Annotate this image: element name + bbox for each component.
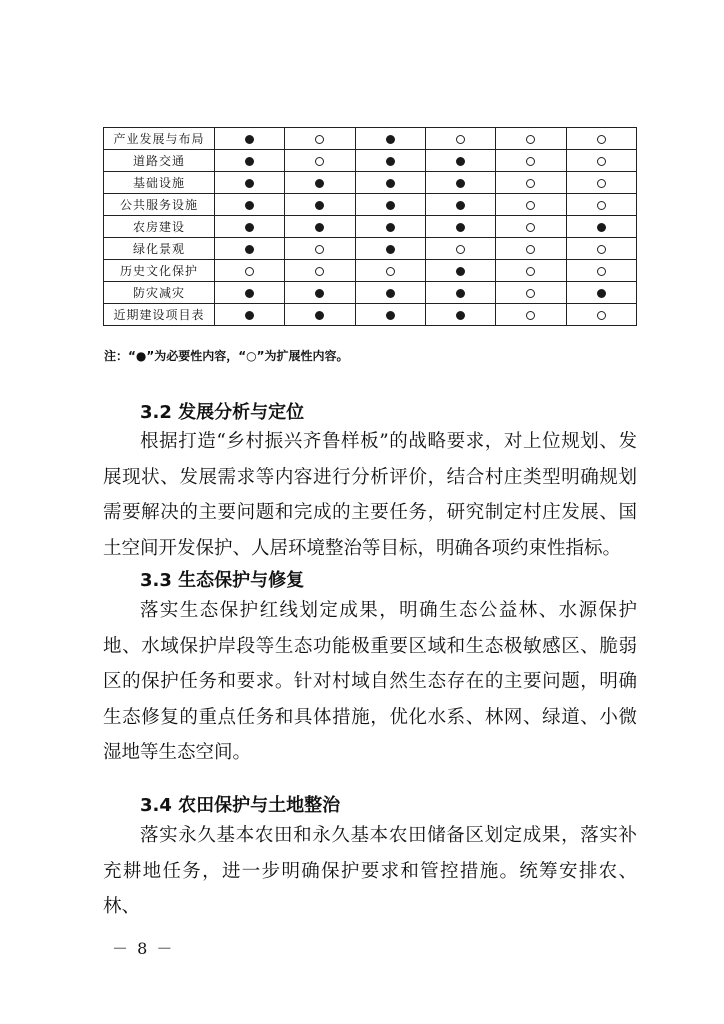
matrix-cell <box>566 172 636 194</box>
matrix-cell <box>355 150 425 172</box>
matrix-cell <box>285 150 355 172</box>
filled-circle-icon <box>386 201 395 210</box>
section-heading-3-4: 3.4 农田保护与土地整治 <box>140 795 341 816</box>
open-circle-icon <box>526 289 535 298</box>
matrix-cell <box>215 194 285 216</box>
table-row <box>104 172 637 194</box>
matrix-cell <box>425 260 495 282</box>
filled-circle-icon <box>386 289 395 298</box>
section-heading-3-3: 3.3 生态保护与修复 <box>140 570 305 591</box>
matrix-cell <box>496 260 566 282</box>
filled-circle-icon <box>245 245 254 254</box>
matrix-cell <box>215 216 285 238</box>
section-body-3-4: 落实永久基本农田和永久基本农田储备区划定成果，落实补充耕地任务，进一步明确保护要求和管控措施。统筹安排农、林、 <box>103 825 637 917</box>
matrix-cell <box>285 304 355 326</box>
matrix-cell <box>496 304 566 326</box>
filled-circle-icon <box>386 157 395 166</box>
open-circle-icon <box>526 223 535 232</box>
open-circle-icon <box>315 135 324 144</box>
matrix-cell <box>285 194 355 216</box>
filled-circle-icon <box>456 201 465 210</box>
open-circle-icon <box>315 267 324 276</box>
matrix-cell <box>355 216 425 238</box>
filled-circle-icon <box>456 157 465 166</box>
filled-circle-icon <box>315 289 324 298</box>
matrix-cell <box>496 216 566 238</box>
table-row <box>104 304 637 326</box>
matrix-cell <box>285 128 355 150</box>
matrix-cell <box>496 150 566 172</box>
matrix-cell <box>425 216 495 238</box>
matrix-cell <box>355 194 425 216</box>
filled-circle-icon <box>386 223 395 232</box>
open-circle-icon <box>526 201 535 210</box>
matrix-cell <box>425 128 495 150</box>
filled-circle-icon <box>456 179 465 188</box>
matrix-cell <box>425 282 495 304</box>
matrix-cell <box>285 216 355 238</box>
matrix-cell <box>215 238 285 260</box>
filled-circle-icon <box>245 157 254 166</box>
open-circle-icon <box>245 267 254 276</box>
filled-circle-icon <box>456 289 465 298</box>
matrix-cell <box>496 282 566 304</box>
filled-circle-icon <box>386 245 395 254</box>
matrix-cell <box>496 238 566 260</box>
row-label: 基础设施 <box>104 172 215 194</box>
filled-circle-icon <box>386 179 395 188</box>
matrix-cell <box>285 172 355 194</box>
section-heading-3-2: 3.2 发展分析与定位 <box>140 402 305 423</box>
content-matrix-table <box>103 127 637 326</box>
open-circle-icon <box>597 201 606 210</box>
matrix-cell <box>425 238 495 260</box>
open-circle-icon <box>597 135 606 144</box>
open-circle-icon <box>456 245 465 254</box>
matrix-cell <box>215 260 285 282</box>
filled-circle-icon <box>315 311 324 320</box>
matrix-cell <box>425 150 495 172</box>
matrix-cell <box>496 128 566 150</box>
section-body-3-2: 根据打造“乡村振兴齐鲁样板”的战略要求，对上位规划、发展现状、发展需求等内容进行分析评价，结合村庄类型明确规划需要解决的主要问题和完成的主要任务，研究制定村庄发展、国土空间开发保护、人居环境整治等目标，明确各项约束性指标。 <box>103 431 637 559</box>
filled-circle-icon <box>456 311 465 320</box>
filled-circle-icon <box>456 223 465 232</box>
open-circle-icon <box>315 157 324 166</box>
matrix-cell <box>566 260 636 282</box>
open-circle-icon <box>526 135 535 144</box>
open-circle-icon <box>597 267 606 276</box>
filled-circle-icon <box>245 289 254 298</box>
filled-circle-icon <box>386 135 395 144</box>
filled-circle-icon <box>597 223 606 232</box>
page-number: － 8 － <box>112 939 175 958</box>
matrix-cell <box>215 128 285 150</box>
matrix-cell <box>566 128 636 150</box>
table-row <box>104 128 637 150</box>
table-row <box>104 238 637 260</box>
filled-circle-icon <box>245 135 254 144</box>
open-circle-icon <box>526 179 535 188</box>
matrix-cell <box>355 172 425 194</box>
open-circle-icon <box>386 267 395 276</box>
matrix-cell <box>496 194 566 216</box>
table-row <box>104 260 637 282</box>
row-label: 绿化景观 <box>104 238 215 260</box>
matrix-cell <box>425 194 495 216</box>
open-circle-icon <box>526 311 535 320</box>
matrix-cell <box>285 260 355 282</box>
matrix-cell <box>425 304 495 326</box>
open-circle-icon <box>597 157 606 166</box>
matrix-cell <box>215 282 285 304</box>
row-label: 农房建设 <box>104 216 215 238</box>
matrix-cell <box>566 150 636 172</box>
matrix-cell <box>215 304 285 326</box>
open-circle-icon <box>526 157 535 166</box>
filled-circle-icon <box>245 179 254 188</box>
matrix-cell <box>285 238 355 260</box>
table-row <box>104 216 637 238</box>
filled-circle-icon <box>245 201 254 210</box>
open-circle-icon <box>597 245 606 254</box>
filled-circle-icon <box>245 223 254 232</box>
matrix-cell <box>566 304 636 326</box>
matrix-cell <box>355 128 425 150</box>
open-circle-icon <box>597 179 606 188</box>
row-label: 公共服务设施 <box>104 194 215 216</box>
filled-circle-icon <box>315 201 324 210</box>
open-circle-icon <box>526 267 535 276</box>
matrix-cell <box>566 216 636 238</box>
open-circle-icon <box>597 311 606 320</box>
open-circle-icon <box>315 245 324 254</box>
row-label: 产业发展与布局 <box>104 128 215 150</box>
filled-circle-icon <box>386 311 395 320</box>
row-label: 道路交通 <box>104 150 215 172</box>
table-row <box>104 282 637 304</box>
table-row <box>104 150 637 172</box>
matrix-cell <box>496 172 566 194</box>
matrix-cell <box>215 150 285 172</box>
row-label: 历史文化保护 <box>104 260 215 282</box>
table-note: 注：“●”为必要性内容，“○”为扩展性内容。 <box>104 349 349 363</box>
matrix-cell <box>355 238 425 260</box>
matrix-cell <box>566 194 636 216</box>
filled-circle-icon <box>315 223 324 232</box>
matrix-cell <box>425 172 495 194</box>
row-label: 近期建设项目表 <box>104 304 215 326</box>
matrix-cell <box>566 238 636 260</box>
matrix-cell <box>355 282 425 304</box>
open-circle-icon <box>526 245 535 254</box>
table-row <box>104 194 637 216</box>
matrix-cell <box>355 260 425 282</box>
matrix-cell <box>355 304 425 326</box>
matrix-cell <box>285 282 355 304</box>
row-label: 防灾减灾 <box>104 282 215 304</box>
filled-circle-icon <box>315 179 324 188</box>
open-circle-icon <box>456 135 465 144</box>
section-body-3-3: 落实生态保护红线划定成果，明确生态公益林、水源保护地、水域保护岸段等生态功能极重要区域和生态极敏感区、脆弱区的保护任务和要求。针对村域自然生态存在的主要问题，明确生态修复的重点任务和具体措施，优化水系、林网、绿道、小微湿地等生态空间。 <box>103 600 637 763</box>
filled-circle-icon <box>456 267 465 276</box>
matrix-cell <box>215 172 285 194</box>
matrix-cell <box>566 282 636 304</box>
filled-circle-icon <box>245 311 254 320</box>
filled-circle-icon <box>597 289 606 298</box>
